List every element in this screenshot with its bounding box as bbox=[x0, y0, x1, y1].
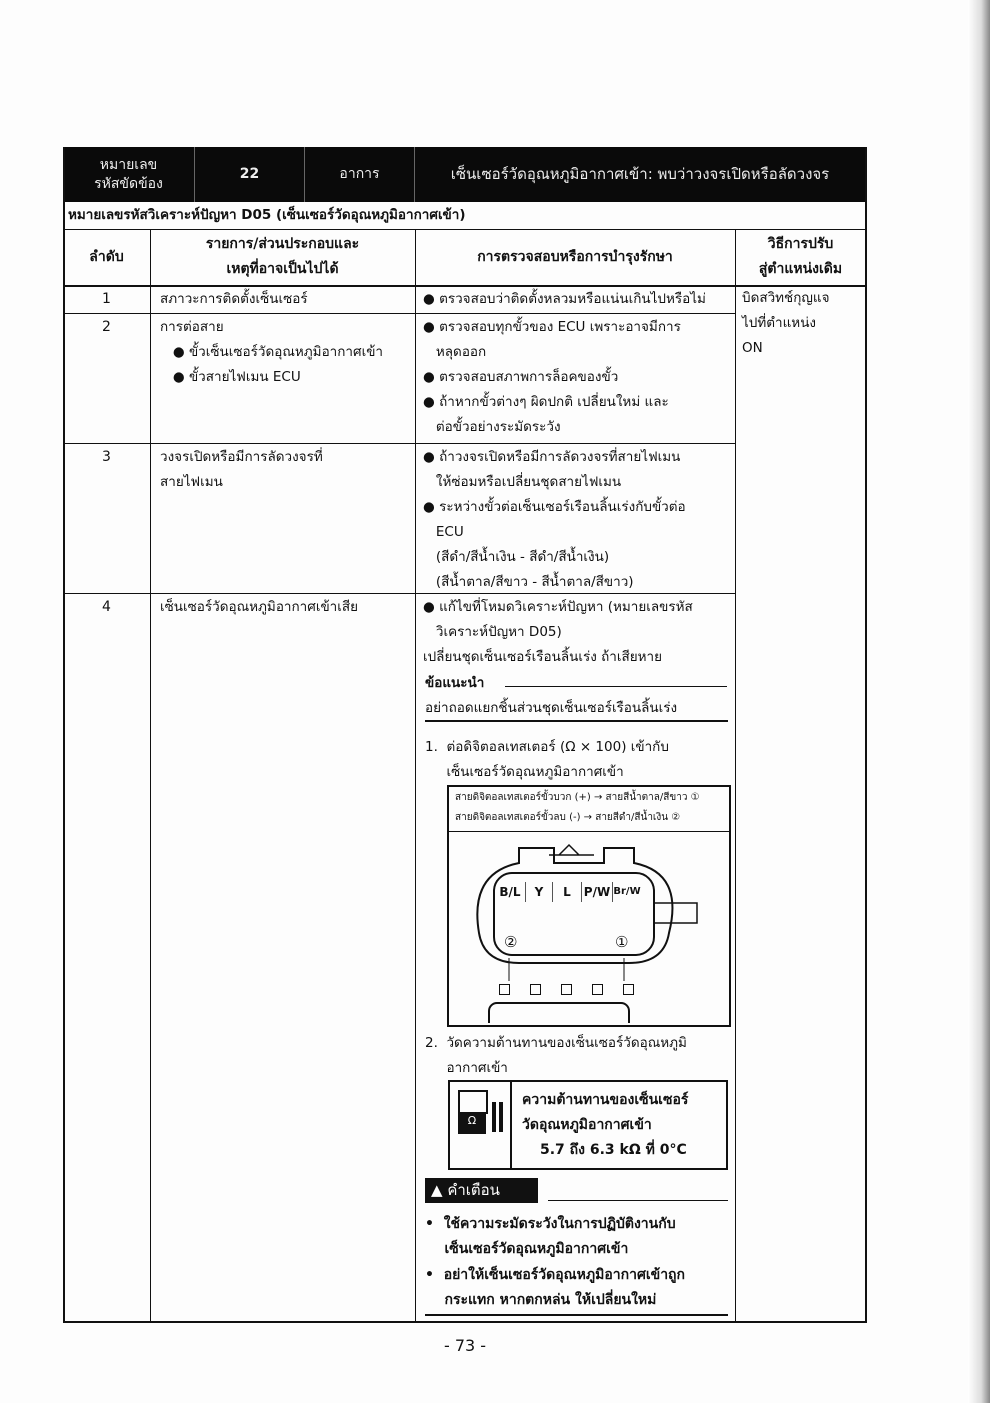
warning-item: • อย่าให้เซ็นเซอร์วัดอุณหภูมิอากาศเข้าถูก กระแทก หากตกหล่น ให้เปลี่ยนใหม่ bbox=[425, 1267, 686, 1308]
pin-label: L bbox=[553, 882, 582, 902]
row-item: สภาวะการติดตั้งเซ็นเซอร์ bbox=[160, 291, 308, 307]
warning-badge bbox=[425, 1178, 538, 1203]
warning-title: คำเตือน bbox=[447, 1181, 500, 1199]
code-value: 22 bbox=[195, 147, 305, 202]
marker-2: ② bbox=[504, 933, 518, 951]
col-no: ลำดับ bbox=[89, 249, 124, 265]
code-label: หมายเลข รหัสขัดข้อง bbox=[63, 147, 195, 202]
row-item: การต่อสาย ● ขั้วเซ็นเซอร์วัดอุณหภูมิอากาศเข้า ● ขั้วสายไฟเมน ECU bbox=[160, 319, 384, 385]
symptom-label: อาการ bbox=[305, 147, 415, 202]
symptom-value: เซ็นเซอร์วัดอุณหภูมิอากาศเข้า: พบว่าวงจรเปิดหรือลัดวงจร bbox=[415, 147, 866, 202]
negative-lead-note: สายดิจิตอลเทสเตอร์ขั้วลบ (-) → สายสีดำ/สีน้ำเงิน ② bbox=[455, 812, 681, 823]
spec-title: ความต้านทานของเซ็นเซอร์ วัดอุณหภูมิอากาศเข้า bbox=[522, 1092, 689, 1133]
row-check: ● แก้ไขที่โหมดวิเคราะห์ปัญหา (หมายเลขรหัส วิเคราะห์ปัญหา D05) เปลี่ยนชุดเซ็นเซอร์เรือนลิ้นเร่ง ถ้าเสียหาย bbox=[423, 599, 693, 665]
col-reset: วิธีการปรับ สู่ตำแหน่งเดิม bbox=[758, 236, 843, 277]
col-check: การตรวจสอบหรือการบำรุงรักษา bbox=[477, 249, 673, 265]
row-no: 3 bbox=[102, 449, 111, 465]
row-no: 2 bbox=[102, 319, 111, 335]
pin-label: P/W bbox=[582, 882, 613, 902]
row-item: วงจรเปิดหรือมีการลัดวงจรที่ สายไฟเมน bbox=[160, 449, 323, 490]
reset-method: บิดสวิทช์กุญแจ ไปที่ตำแหน่ง ON bbox=[742, 290, 830, 356]
spec-value: 5.7 ถึง 6.3 kΩ ที่ 0°C bbox=[540, 1142, 687, 1158]
scan-edge bbox=[968, 0, 990, 1403]
pin-label: Br/W bbox=[613, 886, 641, 897]
subtitle: หมายเลขรหัสวิเคราะห์ปัญหา D05 (เซ็นเซอร์วัดอุณหภูมิอากาศเข้า) bbox=[68, 207, 466, 223]
warning-icon: ▲ bbox=[431, 1181, 443, 1199]
row-check: ● ถ้าวงจรเปิดหรือมีการลัดวงจรที่สายไฟเมน ให้ซ่อมหรือเปลี่ยนชุดสายไฟเมน ● ระหว่างขั้วต่อเซ็นเซอร์เรือนลิ้นเร่งกับขั้วต่อ ECU (สีดำ/สีน้ำเงิน - สีดำ/สีน้ำเงิน) (สีน้ำตาล/สีขาว - สีน้ำตาล/สีขาว) bbox=[423, 449, 686, 590]
tip-text: อย่าถอดแยกชิ้นส่วนชุดเซ็นเซอร์เรือนลิ้นเร่ง bbox=[425, 700, 678, 716]
spec-box bbox=[448, 1080, 728, 1170]
page-number: - 73 - bbox=[443, 1336, 487, 1355]
warning-item: • ใช้ความระมัดระวังในการปฏิบัติงานกับ เซ็นเซอร์วัดอุณหภูมิอากาศเข้า bbox=[425, 1216, 676, 1257]
pin-label: B/L bbox=[495, 882, 526, 902]
tip-title: ข้อแนะนำ bbox=[425, 675, 485, 691]
step-1: 1. ต่อดิจิตอลเทสเตอร์ (Ω × 100) เข้ากับ เซ็นเซอร์วัดอุณหภูมิอากาศเข้า bbox=[425, 739, 669, 780]
row-no: 4 bbox=[102, 599, 111, 615]
col-item: รายการ/ส่วนประกอบและ เหตุที่อาจเป็นไปได้ bbox=[205, 236, 360, 277]
multimeter-icon: Ω bbox=[450, 1082, 512, 1168]
row-no: 1 bbox=[102, 291, 111, 307]
step-2: 2. วัดความต้านทานของเซ็นเซอร์วัดอุณหภูมิ อากาศเข้า bbox=[425, 1035, 687, 1076]
marker-1: ① bbox=[615, 933, 629, 951]
row-item: เซ็นเซอร์วัดอุณหภูมิอากาศเข้าเสีย bbox=[160, 599, 359, 615]
pin-label: Y bbox=[526, 882, 553, 902]
connector-diagram bbox=[447, 785, 731, 1027]
row-check: ● ตรวจสอบทุกขั้วของ ECU เพราะอาจมีการ หลุดออก ● ตรวจสอบสภาพการล็อคของขั้ว ● ถ้าหากขั้วต่างๆ ผิดปกติ เปลี่ยนใหม่ และ ต่อขั้วอย่างระมัดระวัง bbox=[423, 319, 681, 435]
row-check: ● ตรวจสอบว่าติดตั้งหลวมหรือแน่นเกินไปหรือไม่ bbox=[423, 291, 706, 307]
positive-lead-note: สายดิจิตอลเทสเตอร์ขั้วบวก (+) → สายสีน้ำตาล/สีขาว ① bbox=[455, 792, 700, 803]
